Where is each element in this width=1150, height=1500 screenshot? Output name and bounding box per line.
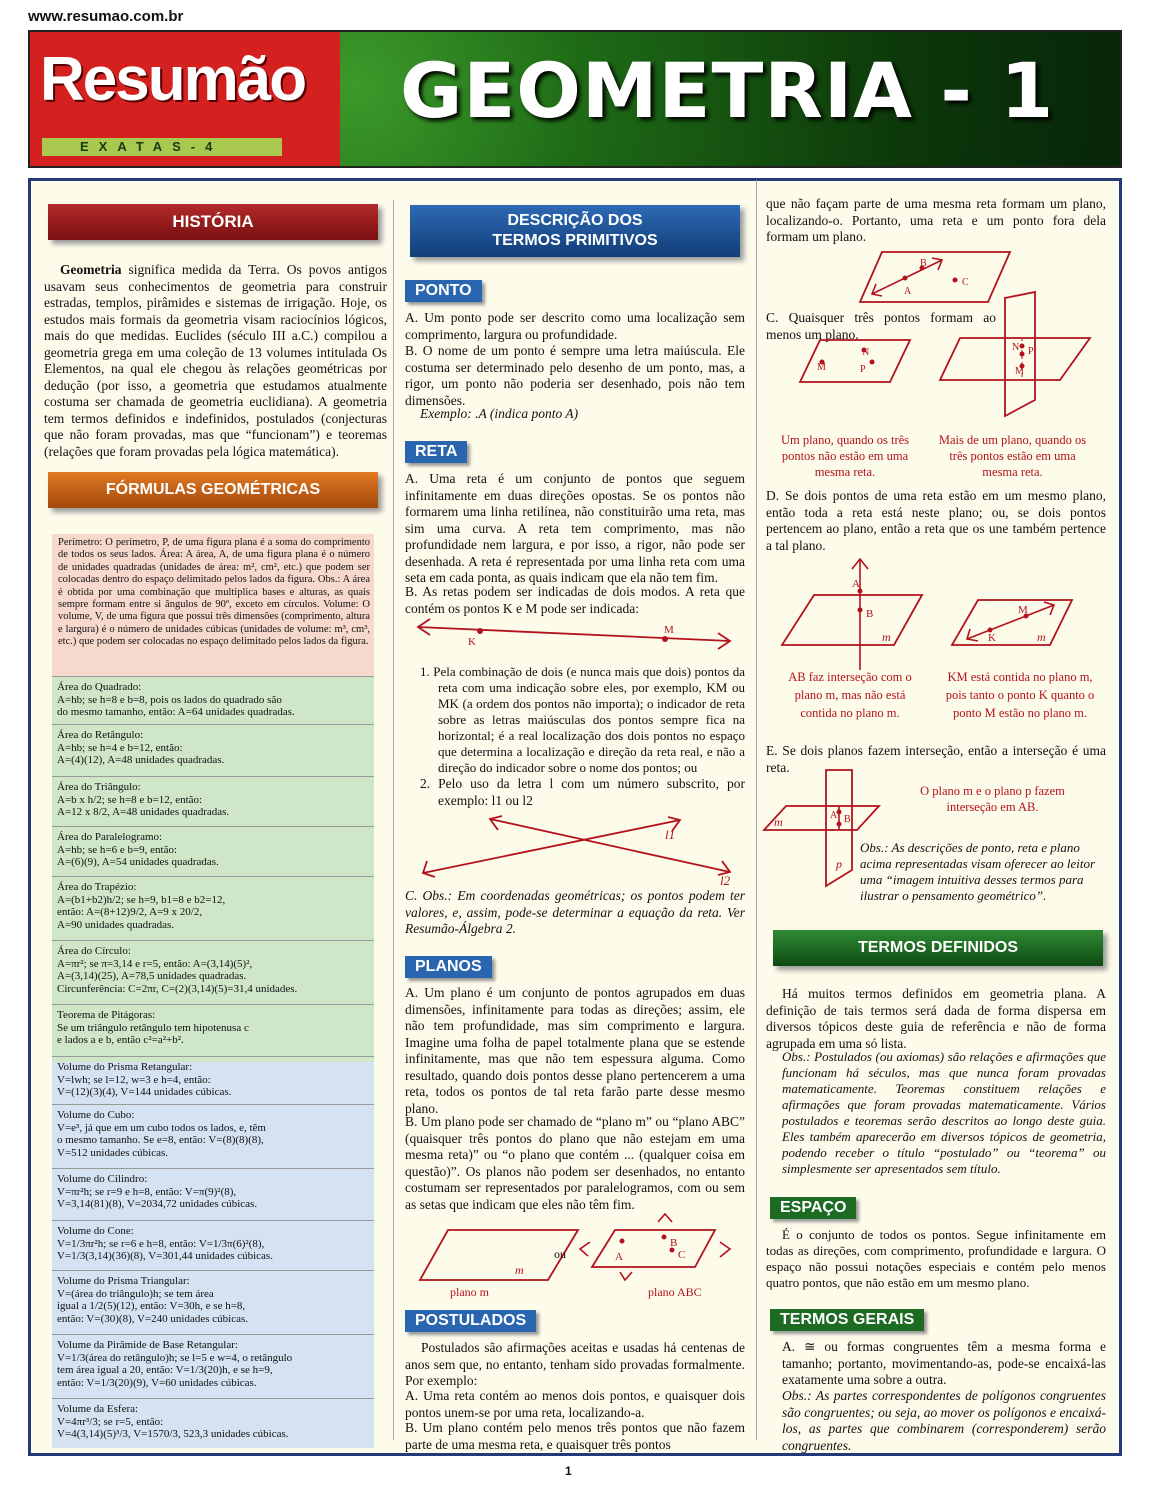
- label-ou: ou: [554, 1247, 566, 1261]
- espaco-heading: ESPAÇO: [770, 1197, 856, 1219]
- three-points-planes-diagram: [790, 290, 1100, 420]
- caption-plano-m: plano m: [450, 1285, 489, 1299]
- svg-text:B: B: [844, 814, 851, 825]
- formula-row-l1: A=πr²; se π=3,14 e r=5, então: A=(3,14)(5)²,: [57, 957, 253, 970]
- planos-a: A. Um plano é um conjunto de pontos agrupados em duas dimensões, infinitamente para todas as direções; assim, ele não tem profundidade, mas sim comprimento e largura. Imagine uma folha de papel totalmente plana que se estende infinitamente, mas que não tem espessura alguma. Como resultado, quando dois pontos desse plano pertencerem a uma reta, todos os pontos de tal reta farão parte desse mesmo plano.: [405, 985, 745, 1116]
- formula-row-l1: V=lwh; se l=12, w=3 e h=4, então:: [57, 1073, 211, 1086]
- planos-heading: PLANOS: [405, 956, 492, 978]
- plane-diagrams: [420, 1212, 740, 1302]
- postulados-d: D. Se dois pontos de uma reta estão em um mesmo plano, então toda a reta está neste plano; ou, se dois pontos pertencem ao plano, então a reta que os une também pertence a tal plano.: [766, 488, 1106, 553]
- formula-row: [52, 826, 374, 876]
- svg-text:A: A: [615, 1251, 623, 1263]
- svg-text:N: N: [1012, 342, 1020, 353]
- page-title: GEOMETRIA - 1: [400, 46, 1055, 135]
- definidos-body: Há muitos termos definidos em geometria plana. A definição de tais termos será dada de forma dispersa em diversos tópicos deste guia de referência e não de forma agrupada em uma só lista.: [766, 986, 1106, 1051]
- formula-row-t: Área do Círculo:: [57, 945, 131, 957]
- formula-row-t: Volume da Pirâmide de Base Retangular:: [57, 1339, 238, 1351]
- formula-row: [52, 776, 374, 826]
- formulas-intro: Perímetro: O perímetro, P, de uma figura plana é a soma do comprimento de todos os seus lados. Área: A área, A, de uma figura plana é o número de unidades quadradas (unidades de área: m², cm², etc.) que podem ser colocadas dentro do espaço delimitado pelos lados da figura. Obs.: A área é obtida por uma combinação que multiplica bases e alturas, as quais sempre formam entre si ângulos de 90º, exceto em círculos. Volume: O volume, V, de uma figura que possui três dimensões (comprimento, altura e largura) é o número de unidades cúbicas (unidades de volume: m³, cm³, etc.) que podem ser colocadas no espaço delimitado pelos lados da figura.: [58, 537, 370, 648]
- formula-row: [52, 676, 374, 724]
- historia-text: [44, 262, 387, 460]
- formula-row-l3: A=90 unidades quadradas.: [57, 918, 175, 931]
- label-k: K: [468, 636, 476, 648]
- formula-row-l2: então: A=(8+12)9/2, A=9 x 20/2,: [57, 906, 203, 918]
- gerais-heading: TERMOS GERAIS: [770, 1309, 924, 1331]
- ponto-example: Exemplo: .A (indica ponto A): [420, 406, 579, 421]
- line-plane-intersection-diagram: [782, 555, 1102, 670]
- postulados-a: A. Uma reta contém ao menos dois pontos, e quaisquer dois pontos unem-se por uma reta, localizando-a.: [405, 1388, 745, 1420]
- site-url[interactable]: www.resumao.com.br: [28, 8, 184, 25]
- formula-row-l2: A=(3,14)(25), A=78,5 unidades quadradas.: [57, 970, 247, 982]
- postulados-intro: Postulados são afirmações aceitas e usadas há centenas de anos sem que, no entanto, tenham sido provadas formalmente. Por exemplo:: [405, 1340, 745, 1388]
- formula-row-t: Volume da Esfera:: [57, 1403, 139, 1415]
- formula-row-l3: então: V=(30)(8), V=240 unidades cúbicas.: [57, 1312, 249, 1325]
- svg-text:C: C: [678, 1249, 686, 1261]
- formulas-heading: FÓRMULAS GEOMÉTRICAS: [48, 472, 378, 508]
- formula-row: [52, 940, 374, 1004]
- postulados-b: B. Um plano contém pelo menos três pontos que não fazem parte de uma mesma reta, e quaisquer três pontos: [405, 1420, 745, 1452]
- formula-row-l1: Se um triângulo retângulo tem hipotenusa c: [57, 1021, 249, 1034]
- planos-b: B. Um plano pode ser chamado de “plano m” ou “plano ABC” (quaisquer três pontos do plano que não estejam em uma mesma reta)” ou “o plano que contém ... (qualquer coisa em questão)”. Os planos não podem ser desenhados, no entanto costumam ser representados por paralelogramos, com ou sem as setas que indicam que eles não têm fim.: [405, 1114, 745, 1212]
- caption-um-plano: Um plano, quando os três pontos não estão em uma mesma reta.: [780, 433, 910, 479]
- definidos-obs: Obs.: Postulados (ou axiomas) são relações e afirmações que funcionam há séculos, mas que nunca foram provadas matematicamente. Teoremas constituem relações e afirmações que foram provadas matematicamente. Vários postulados e teoremas serão descritos ao longo deste guia. Eles também aparecerão em diversos tópicos de geometria, podendo receber o título “postulado” ou “teorema” ou simplesmente ser apresentados sem título.: [782, 1049, 1106, 1176]
- espaco-body: É o conjunto de todos os pontos. Segue infinitamente em todas as direções, com comprimento, profundidade e largura. O espaço não possui notações especiais e contém pelo menos quatro pontos, que não estão em um mesmo plano.: [766, 1227, 1106, 1290]
- historia-heading: HISTÓRIA: [48, 204, 378, 240]
- formula-row-l2: igual a 1/2(5)(12), então: V=30h, e se h=8,: [57, 1300, 246, 1312]
- point-k: [477, 628, 483, 634]
- formula-row-l3: então: V=1/3(20)(9), V=60 unidades cúbicas.: [57, 1376, 257, 1389]
- reta-n2: 2. Pelo uso da letra l com um número subscrito, por exemplo: l1 ou l2: [420, 776, 745, 808]
- formula-row-l2: tem área igual a 20, então: V=1/3(20)h, e se h=9,: [57, 1364, 273, 1376]
- formula-row-l2: e lados a e b, então c²=a²+b².: [57, 1034, 184, 1046]
- svg-text:M: M: [1015, 366, 1024, 377]
- gerais-a: A. ≅ ou formas congruentes têm a mesma forma e tamanho; portanto, movimentando-as, pode-se encaixá-las exatamente uma sobre a outra.: [782, 1339, 1106, 1387]
- svg-text:p: p: [836, 857, 842, 871]
- caption-planos-intersecao: O plano m e o plano p fazem interseção em AB.: [920, 784, 1065, 814]
- caption-mais-de-um-plano: Mais de um plano, quando os três pontos estão em uma mesma reta.: [938, 433, 1087, 479]
- formula-row-t: Área do Retângulo:: [57, 729, 144, 741]
- formula-row: [52, 1056, 374, 1104]
- line-km-diagram: [410, 615, 740, 655]
- postulados-e: E. Se dois planos fazem interseção, então a interseção é uma reta.: [766, 743, 1106, 775]
- svg-text:M: M: [1018, 604, 1028, 616]
- svg-text:A: A: [830, 810, 838, 821]
- svg-text:P: P: [1028, 346, 1034, 357]
- page-number: 1: [565, 1464, 572, 1478]
- reta-a: A. Uma reta é um conjunto de pontos que seguem infinitamente em duas direções opostas. Se os pontos não formarem uma linha retilínea, não constituirão uma reta, mas sim uma curva. A reta tem comprimento, mas não profundidade nem largura, e por isso, a rigor, não pode ser desenhada. A reta é representada por uma linha reta com uma seta em cada ponta, as quais indicam que ela não tem fim.: [405, 471, 745, 585]
- ponto-a: A. Um ponto pode ser descrito como uma localização sem comprimento, largura ou profundidade.: [405, 310, 745, 342]
- point-m: [662, 636, 668, 642]
- label-l2: l2: [720, 873, 731, 888]
- formula-row-l1: A=b x h/2; se h=8 e b=12, então:: [57, 793, 203, 806]
- reta-heading: RETA: [405, 441, 467, 463]
- column-divider-2: [756, 180, 757, 1440]
- label-l1: l1: [665, 827, 676, 842]
- formula-row-t: Volume do Cone:: [57, 1225, 134, 1237]
- caption-plano-abc: plano ABC: [648, 1285, 702, 1299]
- formula-row: [52, 1004, 374, 1056]
- svg-text:P: P: [860, 364, 866, 375]
- formula-row-t: Volume do Cilindro:: [57, 1173, 148, 1185]
- caption-ab-intersecao: AB faz interseção com o plano m, mas não está contida no plano m.: [788, 670, 912, 720]
- svg-text:m: m: [774, 815, 783, 829]
- formula-row-l3: Circunferência: C=2πr, C=(2)(3,14)(5)=31,4 unidades.: [57, 982, 298, 995]
- ponto-b: B. O nome de um ponto é sempre uma letra maiúscula. Ele costuma ser determinado pelo desenho de um ponto, mas, a rigor, um ponto não poderia ser desenhado, pois não tem dimensões.: [405, 343, 745, 408]
- gerais-obs: Obs.: As partes correspondentes de polígonos congruentes são congruentes; ou seja, ao mover os polígonos e encaixá-los, as partes que combinarem (corresponderem) serão congruentes.: [782, 1388, 1106, 1453]
- ponto-heading: PONTO: [405, 280, 482, 302]
- formula-row: [52, 1168, 374, 1220]
- svg-text:A: A: [852, 578, 860, 590]
- formula-row-t: Volume do Prisma Retangular:: [57, 1061, 193, 1073]
- logo-subtitle: EXATAS-4: [42, 138, 282, 156]
- svg-text:N: N: [862, 347, 870, 358]
- formula-row-l2: o mesmo tamanho. Se e=8, então: V=(8)(8)(8),: [57, 1134, 264, 1146]
- formula-row-t: Volume do Cubo:: [57, 1109, 135, 1121]
- formula-row-t: Área do Triângulo:: [57, 781, 141, 793]
- formula-row-t: Área do Paralelogramo:: [57, 831, 163, 843]
- svg-text:A: A: [904, 286, 912, 297]
- postulados-heading: POSTULADOS: [405, 1310, 536, 1332]
- descricao-obs: Obs.: As descrições de ponto, reta e plano acima representadas visam oferecer ao leitor uma “imagem intuitiva desses termos para ilustrar o pensamento geométrico”.: [860, 840, 1096, 903]
- formula-row-l2: A=(6)(9), A=54 unidades quadradas.: [57, 856, 219, 868]
- logo-word: Resumão: [40, 45, 306, 114]
- formula-row-l1: V=πr²h; se r=9 e h=8, então: V=π(9)²(8),: [57, 1185, 237, 1198]
- formula-row-l2: A=12 x 8/2, A=48 unidades quadradas.: [57, 806, 230, 818]
- formula-row-t: Área do Quadrado:: [57, 681, 142, 693]
- formula-row: [52, 1220, 374, 1270]
- svg-text:C: C: [962, 277, 969, 288]
- formula-row-l2: V=4(3,14)(5)³/3, V=1570/3, 523,3 unidades cúbicas.: [57, 1428, 289, 1440]
- lines-l1-l2-diagram: [415, 815, 745, 890]
- formula-row-l2: V=(12)(3)(4), V=144 unidades cúbicas.: [57, 1086, 232, 1098]
- postulados-c: C. Quaisquer três pontos formam ao menos um plano.: [766, 310, 996, 342]
- svg-text:m: m: [882, 630, 891, 644]
- formula-row-l1: A=(b1+b2)h/2; se h=9, b1=8 e b2=12,: [57, 893, 226, 906]
- label-m: M: [664, 624, 674, 636]
- svg-text:m: m: [515, 1263, 524, 1277]
- svg-text:K: K: [988, 632, 996, 644]
- formula-row: [52, 1270, 374, 1334]
- formula-row-l1: V=1/3πr²h; se r=6 e h=8, então: V=1/3π(6)²(8),: [57, 1237, 265, 1250]
- definidos-heading: TERMOS DEFINIDOS: [773, 930, 1103, 966]
- formula-row-l1: V=e³, já que em um cubo todos os lados, e, têm: [57, 1121, 266, 1134]
- svg-text:M: M: [817, 362, 826, 373]
- formula-row-l1: V=1/3(área do retângulo)h; se l=5 e w=4, o retângulo: [57, 1351, 293, 1364]
- formula-row-t: Volume do Prisma Triangular:: [57, 1275, 190, 1287]
- svg-text:B: B: [670, 1237, 678, 1249]
- formula-row: [52, 1104, 374, 1168]
- formula-row: [52, 1334, 374, 1398]
- svg-text:m: m: [1037, 630, 1046, 644]
- reta-b: B. As retas podem ser indicadas de dois modos. A reta que contém os pontos K e M pode ser indicada:: [405, 584, 745, 616]
- descricao-heading: [410, 205, 740, 257]
- reta-c: C. Obs.: Em coordenadas geométricas; os pontos podem ter valores, e, assim, pode-se determinar a equação da reta. Ver Resumão-Álgebra 2.: [405, 888, 745, 936]
- formula-row-l3: V=512 unidades cúbicas.: [57, 1146, 168, 1159]
- historia-lead: Geometria: [60, 262, 122, 277]
- column-divider-1: [393, 200, 394, 1440]
- formula-row-t: Área do Trapézio:: [57, 881, 137, 893]
- postulados-b-continued: que não façam parte de uma mesma reta formam um plano, localizando-o. Portanto, uma reta e um ponto fora dela formam um plano.: [766, 196, 1106, 244]
- descricao-heading-line2: TERMOS PRIMITIVOS: [492, 232, 658, 249]
- formula-row-t: Teorema de Pitágoras:: [57, 1009, 156, 1021]
- formula-row-l1: V=(área do triângulo)h; se tem área: [57, 1287, 214, 1300]
- formula-row-l1: A=hb; se h=8 e b=8, pois os lados do quadrado são: [57, 693, 282, 706]
- formula-row-l1: V=4πr³/3; se r=5, então:: [57, 1415, 164, 1428]
- descricao-heading-line1: DESCRIÇÃO DOS: [507, 212, 643, 229]
- formula-row-l2: V=1/3(3,14)(36)(8), V=301,44 unidades cúbicas.: [57, 1250, 273, 1262]
- formula-row-l2: A=(4)(12), A=48 unidades quadradas.: [57, 754, 225, 766]
- svg-text:B: B: [920, 258, 927, 269]
- formula-row-l1: A=hb; se h=6 e b=9, então:: [57, 843, 178, 856]
- formula-row: [52, 876, 374, 940]
- svg-text:B: B: [866, 608, 874, 620]
- formula-row-l2: do mesmo tamanho, então: A=64 unidades quadradas.: [57, 706, 295, 718]
- formula-row: [52, 724, 374, 776]
- formula-row-l2: V=3,14(81)(8), V=2034,72 unidades cúbicas.: [57, 1198, 258, 1210]
- historia-body: significa medida da Terra. Os povos antigos usavam seus conhecimentos de geometria para construir estradas, templos, pirâmides e sistemas de irrigação. Hoje, os estudos mais formais da geometria visam raciocínios lógicos, mais do que medidas. Euclides (século III a.C.) compilou a geometria grega em uma coleção de 13 volumes intitulada Os Elementos, na qual ele chegou às relações geométricas por dedução (por isso, a geometria que estudamos atualmente costuma ser chamada de geometria euclidiana). A geometria tem termos definidos e indefinidos, postulados (conjecturas que não foram provadas, mas que “funcionam”) e teoremas (relações que foram provadas pela lógica matemática).: [44, 262, 387, 459]
- reta-n1: 1. Pela combinação de dois (e nunca mais que dois) pontos da reta com uma indicação sobre eles, por exemplo, KM ou MK (a ordem dos pontos não importa); o indicador de reta sobre as letras maiúsculas dos pontos sempre fica na horizontal; é a real localização dos dois pontos no espaço que determina a localização e direção da reta real, e não a direção do indicador sobre o nome dos pontos; ou: [420, 664, 745, 775]
- formula-row-l1: A=hb; se h=4 e b=12, então:: [57, 741, 183, 754]
- formula-row: [52, 1398, 374, 1448]
- caption-km-contida: KM está contida no plano m, pois tanto o ponto K quanto o ponto M estão no plano m.: [945, 670, 1095, 720]
